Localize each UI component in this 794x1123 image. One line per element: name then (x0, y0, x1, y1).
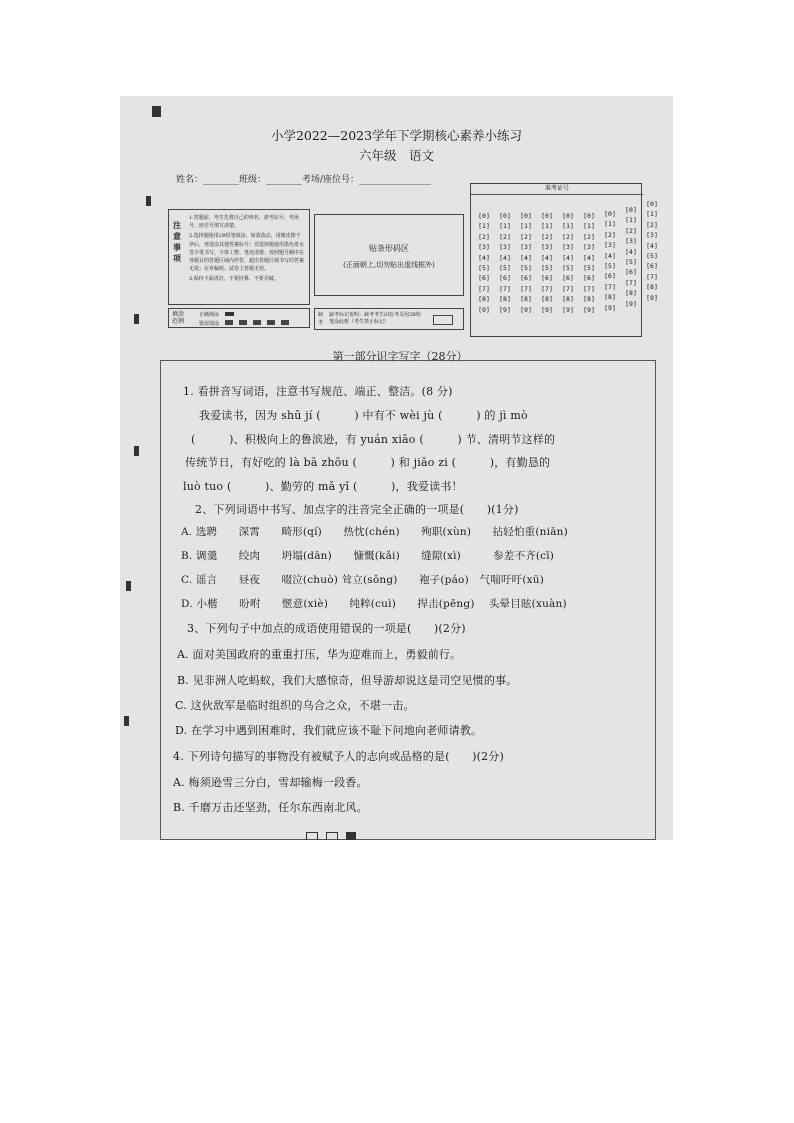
q1-line-4: luò tuo ( )、勤劳的 mǎ yǐ ( )，我爱读书！ (183, 480, 463, 493)
admission-digit-bubble[interactable]: [2] (478, 232, 490, 241)
notes-label: 注意事项 (173, 220, 181, 263)
q2-option-a: A. 选聘 深霄 畸形(qí) 热忱(chén) 殉职(xùn) 拈轻怕重(niān) (181, 526, 568, 538)
admission-column (559, 212, 577, 315)
admission-digit-bubble[interactable]: [7] (583, 284, 595, 293)
admission-column (475, 212, 493, 315)
fill-example-label: 填涂范例 (172, 311, 185, 325)
exam-title: 小学2022—2023学年下学期核心素养小练习 (270, 128, 523, 143)
admission-digit-bubble[interactable]: [8] (625, 289, 637, 298)
admission-digit-bubble[interactable]: [2] (583, 232, 595, 241)
admission-digit-bubble[interactable]: [8] (583, 295, 595, 304)
admission-digit-bubble[interactable]: [4] (562, 253, 574, 262)
admission-digit-bubble[interactable]: [6] (604, 272, 616, 281)
admission-digit-bubble[interactable]: [1] (562, 222, 574, 231)
admission-digit-bubble[interactable]: [7] (478, 284, 490, 293)
absent-label: 缺考 (318, 312, 324, 326)
admission-digit-bubble[interactable]: [9] (583, 305, 595, 314)
admission-digit-bubble[interactable]: [5] (541, 264, 553, 273)
q3-option-b: B. 见非洲人吃蚂蚁，我们大感惊奇，但导游却说这是司空见惯的事。 (177, 674, 518, 687)
admission-digit-grid (475, 200, 661, 315)
admission-column (601, 210, 619, 315)
admission-digit-bubble[interactable]: [6] (541, 274, 553, 283)
admission-column (643, 200, 661, 315)
admission-digit-bubble[interactable]: [9] (478, 305, 490, 314)
admission-digit-bubble[interactable]: [6] (625, 268, 637, 277)
admission-digit-bubble[interactable]: [7] (562, 284, 574, 293)
q1-line-2: ( )、积极向上的鲁滨逊，有 yuán xiāo ( ) 节、清明节这样的 (191, 433, 556, 446)
admission-digit-bubble[interactable]: [1] (583, 222, 595, 231)
absent-checkbox[interactable] (433, 315, 453, 325)
notes-item-3: 3.保持卡面清洁，不要折叠、不要弄破。 (189, 276, 279, 283)
admission-digit-bubble[interactable]: [9] (646, 293, 658, 302)
admission-digit-bubble[interactable]: [0] (478, 212, 490, 220)
admission-digit-bubble[interactable]: [3] (625, 237, 637, 246)
admission-digit-bubble[interactable]: [4] (541, 253, 553, 262)
notes-item-1: 1.答题前，考生先将自己的姓名、准考证号、考场号、座位号填写清楚。 (189, 215, 299, 230)
admission-digit-bubble[interactable]: [8] (541, 295, 553, 304)
q3-option-a: A. 面对美国政府的重重打压，华为迎难而上，勇毅前行。 (177, 648, 462, 661)
admission-digit-bubble[interactable]: [1] (646, 210, 658, 219)
admission-digit-bubble[interactable]: [6] (520, 274, 532, 283)
admission-digit-bubble[interactable]: [9] (541, 305, 553, 314)
q3-option-c: C. 这伙敌军是临时组织的乌合之众，不堪一击。 (175, 699, 415, 712)
notes-box (168, 209, 310, 305)
admission-digit-bubble[interactable]: [4] (625, 247, 637, 256)
admission-digit-bubble[interactable]: [8] (478, 295, 490, 304)
admission-digit-bubble[interactable]: [5] (478, 264, 490, 273)
admission-digit-bubble[interactable]: [9] (604, 303, 616, 312)
admission-digit-bubble[interactable]: [3] (520, 243, 532, 252)
admission-digit-bubble[interactable]: [3] (499, 243, 511, 252)
admission-digit-bubble[interactable]: [2] (520, 232, 532, 241)
admission-digit-bubble[interactable]: [5] (499, 264, 511, 273)
admission-title: 准考证号 (471, 184, 643, 195)
admission-digit-bubble[interactable]: [0] (499, 212, 511, 220)
q4-stem: 4. 下列诗句描写的事物没有被赋予人的志向或品格的是( )(2分) (173, 750, 504, 763)
admission-digit-bubble[interactable]: [3] (562, 243, 574, 252)
admission-digit-bubble[interactable]: [7] (604, 282, 616, 291)
admission-digit-bubble[interactable]: [3] (478, 243, 490, 252)
admission-number-box (470, 183, 658, 337)
fill-wrong-text: 错误填涂 (199, 321, 220, 327)
admission-digit-bubble[interactable]: [3] (541, 243, 553, 252)
q3-stem: 3、下列句子中加点的成语使用错误的一项是( )(2分) (187, 622, 466, 635)
bottom-mark-3 (346, 832, 356, 840)
q1-stem: 1. 看拼音写词语，注意书写规范、端正、整洁。(8 分) (183, 385, 453, 398)
registration-mark-left-1 (146, 196, 151, 206)
admission-digit-bubble[interactable]: [4] (478, 253, 490, 262)
fill-correct-text: 正确填涂 (199, 312, 220, 318)
admission-column (580, 212, 598, 315)
q2-option-d: D. 小楷 吩咐 惬意(xiè) 纯粹(cuì) 捍击(pēng) 头晕目眩(xuàn) (181, 598, 567, 610)
q4-option-a: A. 梅须逊雪三分白，雪却输梅一段香。 (173, 776, 368, 789)
admission-digit-bubble[interactable]: [1] (541, 222, 553, 231)
admission-digit-bubble[interactable]: [6] (646, 262, 658, 271)
admission-digit-bubble[interactable]: [5] (583, 264, 595, 273)
admission-digit-bubble[interactable]: [5] (520, 264, 532, 273)
admission-digit-bubble[interactable]: [2] (499, 232, 511, 241)
exam-subtitle: 六年级 语文 (358, 148, 434, 163)
admission-digit-bubble[interactable]: [1] (478, 222, 490, 231)
student-info-line: 姓名：________班级：________考场/座位号：________________ (176, 175, 432, 185)
admission-digit-bubble[interactable]: [1] (625, 216, 637, 225)
admission-digit-bubble[interactable]: [9] (520, 305, 532, 314)
admission-column (496, 212, 514, 315)
q3-option-d: D. 在学习中遇到困难时，我们就应该不耻下问地向老师请教。 (175, 724, 483, 737)
admission-digit-bubble[interactable]: [4] (583, 253, 595, 262)
admission-digit-bubble[interactable]: [0] (583, 212, 595, 220)
admission-column (538, 212, 556, 315)
admission-digit-bubble[interactable]: [1] (520, 222, 532, 231)
admission-digit-bubble[interactable]: [4] (604, 251, 616, 260)
admission-column (517, 212, 535, 315)
admission-digit-bubble[interactable]: [6] (562, 274, 574, 283)
barcode-label: 贴条形码区 (369, 244, 409, 253)
admission-digit-bubble[interactable]: [9] (625, 299, 637, 308)
admission-digit-bubble[interactable]: [0] (625, 206, 637, 214)
question-area (160, 360, 656, 840)
admission-digit-bubble[interactable]: [8] (499, 295, 511, 304)
admission-digit-bubble[interactable]: [4] (499, 253, 511, 262)
admission-digit-bubble[interactable]: [6] (478, 274, 490, 283)
registration-mark-left-4 (126, 581, 131, 591)
admission-digit-bubble[interactable]: [0] (646, 200, 658, 208)
admission-digit-bubble[interactable]: [2] (604, 230, 616, 239)
admission-digit-bubble[interactable]: [5] (625, 258, 637, 267)
admission-column (622, 206, 640, 315)
fill-example-box (168, 308, 310, 328)
q2-stem: 2、下列词语中书写、加点字的注音完全正确的一项是( )(1分) (195, 503, 519, 516)
admission-digit-bubble[interactable]: [3] (604, 241, 616, 250)
admission-digit-bubble[interactable]: [8] (562, 295, 574, 304)
fill-correct-mark (225, 312, 234, 316)
admission-digit-bubble[interactable]: [1] (604, 220, 616, 229)
admission-digit-bubble[interactable]: [8] (520, 295, 532, 304)
q1-line-3: 传统节日，有好吃的 là bā zhōu ( ) 和 jiǎo zi ( )，有勤恳的 (185, 456, 551, 469)
absent-text: 缺考标记说明：缺考考生由监考员用2B铅笔涂此框（考生禁止标记） (329, 312, 421, 325)
registration-mark-left-2 (134, 314, 139, 324)
fill-wrong-marks (225, 320, 291, 325)
admission-digit-bubble[interactable]: [4] (520, 253, 532, 262)
registration-mark-top-left (152, 106, 161, 117)
barcode-area (314, 214, 464, 296)
admission-digit-bubble[interactable]: [6] (499, 274, 511, 283)
admission-digit-bubble[interactable]: [0] (562, 212, 574, 220)
absent-box (314, 308, 464, 330)
admission-digit-bubble[interactable]: [3] (583, 243, 595, 252)
admission-digit-bubble[interactable]: [4] (646, 241, 658, 250)
bottom-mark-1 (306, 832, 318, 840)
admission-digit-bubble[interactable]: [2] (646, 220, 658, 229)
admission-digit-bubble[interactable]: [7] (520, 284, 532, 293)
admission-digit-bubble[interactable]: [5] (604, 262, 616, 271)
admission-digit-bubble[interactable]: [0] (604, 210, 616, 218)
admission-digit-bubble[interactable]: [3] (646, 231, 658, 240)
admission-digit-bubble[interactable]: [6] (583, 274, 595, 283)
admission-digit-bubble[interactable]: [1] (499, 222, 511, 231)
admission-digit-bubble[interactable]: [9] (562, 305, 574, 314)
notes-item-2: 2.选择题使用2B铅笔填涂，如需改动，用橡皮擦干净后，再选涂其他答案标号；非选择题使用黑色墨水签字笔书写，字体工整、笔迹清楚；按照题号顺序在各题目的答题区域内作答，超出答题区域书写的答案无效；在草稿纸、试卷上答题无效。 (189, 233, 305, 273)
registration-mark-left-3 (134, 446, 139, 456)
admission-digit-bubble[interactable]: [0] (541, 212, 553, 220)
admission-digit-bubble[interactable]: [0] (520, 212, 532, 220)
admission-digit-bubble[interactable]: [2] (625, 226, 637, 235)
admission-digit-bubble[interactable]: [5] (646, 252, 658, 261)
q2-option-c: C. 谣言 昼夜 啜泣(chuò) 耸立(sǒng) 袍子(páo) 气喘吁吁(xū) (181, 574, 545, 586)
barcode-instruction: (正面朝上,切勿贴出虚线框外) (343, 261, 435, 269)
admission-digit-bubble[interactable]: [5] (562, 264, 574, 273)
q4-option-b: B. 千磨万击还坚劲，任尔东西南北风。 (173, 801, 368, 814)
part1-title: 第一部分识字写字（28分） (332, 350, 468, 363)
q2-option-b: B. 调羹 绞肉 坍塌(dān) 慷慨(kǎi) 缝隙(xì) 参差不齐(cī) (181, 550, 555, 562)
admission-digit-bubble[interactable]: [9] (499, 305, 511, 314)
admission-digit-bubble[interactable]: [7] (625, 278, 637, 287)
q1-line-1: 我爱读书，因为 shū jí ( ) 中有不 wèi jù ( ) 的 jì mò (199, 409, 528, 422)
exam-photo (120, 96, 673, 840)
admission-digit-bubble[interactable]: [8] (646, 283, 658, 292)
admission-digit-bubble[interactable]: [2] (562, 232, 574, 241)
registration-mark-left-5 (124, 716, 129, 726)
admission-digit-bubble[interactable]: [7] (541, 284, 553, 293)
admission-digit-bubble[interactable]: [8] (604, 293, 616, 302)
admission-digit-bubble[interactable]: [2] (541, 232, 553, 241)
admission-digit-bubble[interactable]: [7] (499, 284, 511, 293)
bottom-mark-2 (326, 832, 338, 840)
admission-digit-bubble[interactable]: [7] (646, 272, 658, 281)
